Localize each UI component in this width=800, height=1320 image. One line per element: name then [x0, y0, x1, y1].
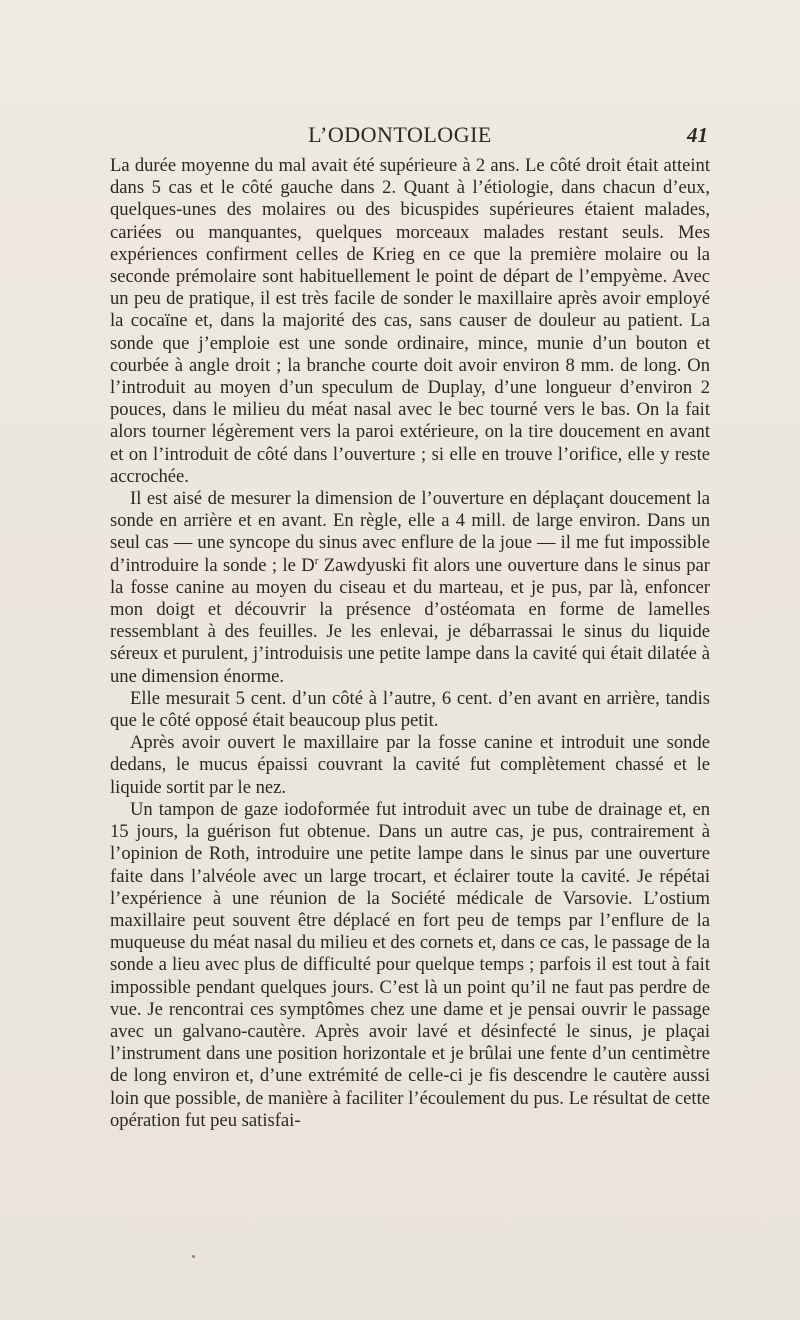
running-title: L’ODONTOLOGIE: [308, 122, 492, 147]
paragraph-2-part-2: Zawdyuski fit alors une ouverture dans le sinus par la fosse canine au moyen du ciseau et du marteau, et je pus, par là, enfoncer mon doigt et découvrir la présence d’ostéomata en forme de lamelles ressemblant à des feuilles. Je les enlevai, je débarrassai le sinus du liquide séreux et purulent, j’introduisis une petite lampe dans la cavité qui était dilatée à une dimension énorme.: [110, 554, 710, 687]
page-number: 41: [687, 123, 708, 147]
paragraph-2: [110, 488, 710, 688]
doctor-abbrev-superscript: r: [314, 554, 319, 567]
paper-speck: [192, 1255, 195, 1258]
paragraph-4: Après avoir ouvert le maxillaire par la fosse canine et introduit une sonde dedans, le mucus épaissi couvrant la cavité fut complètement chassé et le liquide sortit par le nez.: [110, 732, 710, 798]
page-header: [0, 122, 800, 152]
paragraph-1: La durée moyenne du mal avait été supérieure à 2 ans. Le côté droit était atteint dans 5 cas et le côté gauche dans 2. Quant à l’étiologie, dans chacun d’eux, quelques-unes des molaires ou des bicuspides supérieures étaient malades, cariées ou manquantes, quelques morceaux malades restant seuls. Mes expériences confirment celles de Krieg en ce que la première molaire ou la seconde prémolaire sont habituellement le point de départ de l’empyème. Avec un peu de pratique, il est très facile de sonder le maxillaire après avoir employé la cocaïne et, dans la majorité des cas, sans causer de douleur au patient. La sonde que j’emploie est une sonde ordinaire, mince, munie d’un bouton et courbée à angle droit ; la branche courte doit avoir environ 8 mm. de long. On l’introduit au moyen d’un speculum de Duplay, d’une longueur d’environ 2 pouces, dans le milieu du méat nasal avec le bec tourné vers le bas. On la fait alors tourner légèrement vers la paroi extérieure, on la tire doucement en avant et on l’introduit de côté dans l’ouverture ; si elle en trouve l’orifice, elle y reste accrochée.: [110, 155, 710, 487]
paragraph-3: Elle mesurait 5 cent. d’un côté à l’autre, 6 cent. d’en avant en arrière, tandis que le côté opposé était beaucoup plus petit.: [110, 687, 710, 732]
paragraph-5: Un tampon de gaze iodoformée fut introduit avec un tube de drainage et, en 15 jours, la guérison fut obtenue. Dans un autre cas, je pus, contrairement à l’opinion de Roth, introduire une petite lampe dans le sinus par une ouverture faite dans l’alvéole avec un large trocart, et éclairer toute la cavité. Je répétai l’expérience à une réunion de la Société médicale de Varsovie. L’ostium maxillaire peut souvent être déplacé en fort peu de temps par l’enflure de la muqueuse du méat nasal du milieu et des cornets et, dans ce cas, le passage de la sonde a lieu avec plus de difficulté pour quelque temps ; parfois il est tout à fait impossible pendant quelques jours. C’est là un point qu’il ne faut pas perdre de vue. Je rencontrai ces symptômes chez une dame et je pensai ouvrir le passage avec un galvano-cautère. Après avoir lavé et désinfecté le sinus, je plaçai l’instrument dans une position horizontale et je brûlai une fente d’un centimètre de long environ et, d’une extrémité de celle-ci je fis descendre le cautère aussi loin que possible, de manière à faciliter l’écoulement du pus. Le résultat de cette opération fut peu satisfai-: [110, 798, 710, 1131]
paragraph-2-part-1: Il est aisé de mesurer la dimension de l’ouverture en déplaçant doucement la sonde en arrière et en avant. En règle, elle a 4 mill. de large environ. Dans un seul cas — une syncope du sinus avec enflure de la joue — il me fut impossible d’introduire la sonde ; le D: [110, 488, 710, 576]
body-text: [110, 155, 710, 1132]
